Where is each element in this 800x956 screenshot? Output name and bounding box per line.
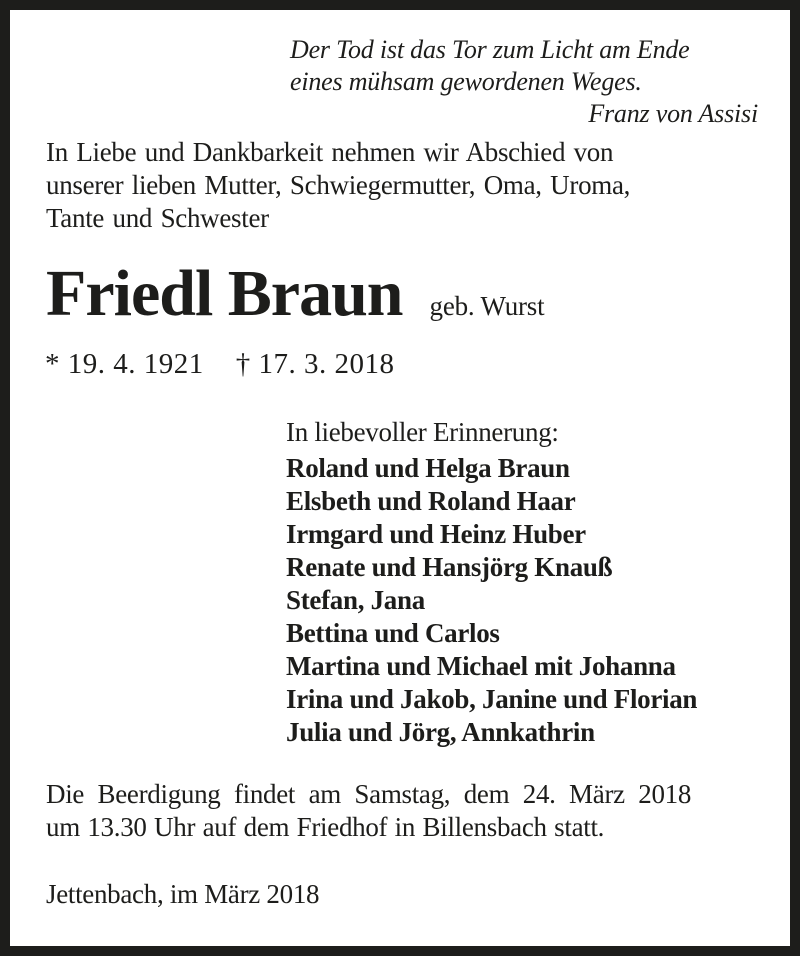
memorial-name: Irmgard und Heinz Huber bbox=[286, 519, 586, 549]
intro-line: In Liebe und Dankbarkeit nehmen wir Abschied von bbox=[46, 137, 614, 167]
opening-quote bbox=[290, 34, 760, 130]
deceased-name-line bbox=[46, 258, 544, 331]
deceased-name: Friedl Braun bbox=[46, 257, 403, 330]
maiden-name: geb. Wurst bbox=[429, 291, 545, 321]
memorial-name: Irina und Jakob, Janine und Florian bbox=[286, 684, 698, 714]
memorial-section bbox=[286, 416, 697, 749]
intro-paragraph bbox=[46, 136, 630, 235]
death-date: † 17. 3. 2018 bbox=[235, 348, 395, 380]
quote-line: Der Tod ist das Tor zum Licht am Ende bbox=[290, 35, 690, 64]
closing-place-date: Jettenbach, im März 2018 bbox=[46, 879, 320, 909]
quote-line: eines mühsam gewordenen Weges. bbox=[290, 67, 642, 96]
memorial-name: Bettina und Carlos bbox=[286, 618, 500, 648]
quote-attribution: Franz von Assisi bbox=[588, 99, 758, 128]
life-dates bbox=[45, 348, 395, 381]
memorial-name: Julia und Jörg, Annkathrin bbox=[286, 717, 595, 747]
funeral-announcement bbox=[46, 778, 691, 844]
memorial-name: Renate und Hansjörg Knauß bbox=[286, 552, 613, 582]
memorial-names-list bbox=[286, 452, 697, 749]
intro-line: Tante und Schwester bbox=[46, 203, 269, 233]
intro-line: unserer lieben Mutter, Schwiegermutter, Oma, Uroma, bbox=[46, 170, 631, 200]
memorial-heading: In liebevoller Erinnerung: bbox=[286, 417, 559, 447]
memorial-name: Stefan, Jana bbox=[286, 585, 425, 615]
birth-date: * 19. 4. 1921 bbox=[45, 348, 204, 380]
memorial-name: Roland und Helga Braun bbox=[286, 453, 570, 483]
memorial-name: Elsbeth und Roland Haar bbox=[286, 486, 576, 516]
funeral-line: um 13.30 Uhr auf dem Friedhof in Billensbach statt. bbox=[46, 812, 605, 842]
memorial-name: Martina und Michael mit Johanna bbox=[286, 651, 676, 681]
funeral-line: Die Beerdigung findet am Samstag, dem 24. März 2018 bbox=[46, 779, 692, 809]
